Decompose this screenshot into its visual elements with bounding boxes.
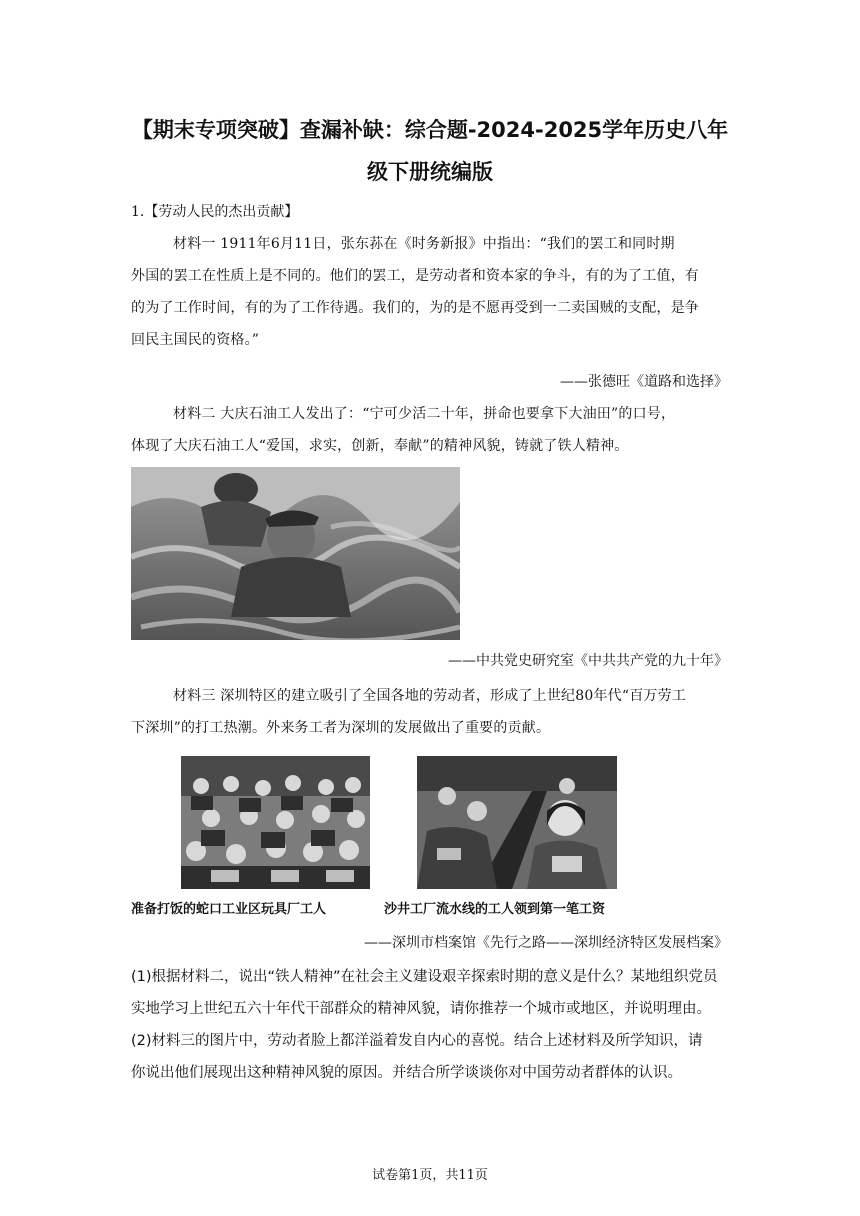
subquestion-line: (2)材料三的图片中，劳动者脸上都洋溢着发自内心的喜悦。结合上述材料及所学知识，请 xyxy=(131,1033,703,1049)
page-title-line-2: 级下册统编版 xyxy=(367,160,493,184)
material-3-text xyxy=(131,680,731,744)
material-1-line: 回民主国民的资格。” xyxy=(131,332,260,348)
subquestion-line: 你说出他们展现出这种精神风貌的原因。并结合所学谈谈你对中国劳动者群体的认识。 xyxy=(131,1065,682,1081)
subquestions xyxy=(131,961,736,1089)
material-3-line: 下深圳”的打工热潮。外来务工者为深圳的发展做出了重要的贡献。 xyxy=(131,720,551,736)
material-2-text xyxy=(131,398,731,462)
page-title-line-1: 【期末专项突破】查漏补缺：综合题-2024-2025学年历史八年 xyxy=(131,118,729,142)
right-photo-caption: 沙井工厂流水线的工人领到第一笔工资 xyxy=(384,902,606,917)
material-2-source: ——中共党史研究室《中共共产党的九十年》 xyxy=(448,653,728,669)
assembly-line-wages-photo xyxy=(417,756,617,889)
material-2-line: 材料二 大庆石油工人发出了：“宁可少活二十年，拼命也要拿下大油田”的口号， xyxy=(173,406,676,422)
subquestion-line: (1)根据材料二，说出“铁人精神”在社会主义建设艰辛探索时期的意义是什么？某地组织党员 xyxy=(131,969,718,985)
material-1-line: 外国的罢工在性质上是不同的。他们的罢工，是劳动者和资本家的争斗，有的为了工值，有 xyxy=(131,268,699,284)
left-photo-caption: 准备打饭的蛇口工业区玩具厂工人 xyxy=(131,902,327,917)
material-3-source: ——深圳市档案馆《先行之路——深圳经济特区发展档案》 xyxy=(364,935,728,951)
page-footer: 试卷第1页，共11页 xyxy=(372,1168,488,1183)
material-1-text xyxy=(131,228,731,356)
iron-man-mud-photo xyxy=(131,467,460,640)
material-1-line: 材料一 1911年6月11日，张东荪在《时务新报》中指出：“我们的罢工和同时期 xyxy=(173,236,675,252)
toy-factory-workers-photo xyxy=(181,756,370,889)
material-3-line: 材料三 深圳特区的建立吸引了全国各地的劳动者，形成了上世纪80年代“百万劳工 xyxy=(173,688,687,704)
material-2-line: 体现了大庆石油工人“爱国，求实，创新，奉献”的精神风貌，铸就了铁人精神。 xyxy=(131,438,629,454)
material-1-source: ——张德旺《道路和选择》 xyxy=(560,374,728,390)
question-heading: 1.【劳动人民的杰出贡献】 xyxy=(131,204,299,220)
material-1-line: 的为了工作时间，有的为了工作待遇。我们的，为的是不愿再受到一二卖国贼的支配，是争 xyxy=(131,300,699,316)
subquestion-line: 实地学习上世纪五六十年代干部群众的精神风貌，请你推荐一个城市或地区，并说明理由。 xyxy=(131,1001,711,1017)
